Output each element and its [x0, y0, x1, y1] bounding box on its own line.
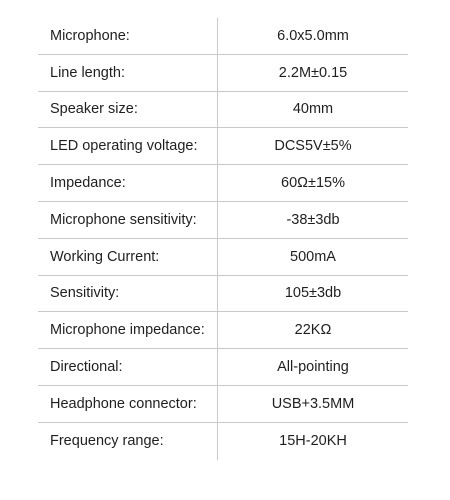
spec-value: 105±3db — [284, 285, 342, 302]
spec-row-line-length — [38, 55, 408, 92]
spec-row-directional — [38, 349, 408, 386]
spec-label: LED operating voltage: — [50, 138, 198, 155]
spec-label: Sensitivity: — [50, 285, 120, 302]
spec-value: All-pointing — [277, 359, 349, 376]
spec-value: 60Ω±15% — [281, 175, 345, 192]
spec-row-mic-impedance — [38, 312, 408, 349]
spec-label: Directional: — [50, 359, 123, 376]
spec-label: Speaker size: — [50, 101, 138, 118]
spec-row-mic-sensitivity — [38, 202, 408, 239]
spec-value: 15H-20KH — [279, 433, 347, 450]
spec-label: Headphone connector: — [50, 395, 197, 412]
spec-value: 6.0x5.0mm — [277, 27, 349, 44]
spec-row-led-voltage — [38, 128, 408, 165]
spec-label: Microphone impedance: — [50, 322, 205, 339]
spec-row-microphone — [38, 18, 408, 55]
spec-label: Microphone: — [50, 27, 130, 44]
spec-row-impedance — [38, 165, 408, 202]
spec-row-frequency-range — [38, 423, 408, 460]
spec-row-working-current — [38, 239, 408, 276]
spec-value: 40mm — [292, 101, 334, 118]
spec-value: 500mA — [290, 248, 336, 265]
spec-label: Frequency range: — [50, 433, 164, 450]
spec-value: 22KΩ — [294, 322, 332, 339]
column-divider — [217, 18, 218, 460]
spec-label: Microphone sensitivity: — [50, 211, 197, 228]
spec-label: Impedance: — [50, 175, 126, 192]
spec-label: Line length: — [50, 64, 125, 81]
spec-row-sensitivity — [38, 276, 408, 313]
spec-row-headphone-connector — [38, 386, 408, 423]
spec-table — [38, 18, 408, 460]
spec-value: DCS5V±5% — [274, 138, 352, 155]
spec-row-speaker-size — [38, 92, 408, 129]
spec-value: 2.2M±0.15 — [278, 64, 348, 81]
spec-value: USB+3.5MM — [271, 395, 355, 412]
spec-label: Working Current: — [50, 248, 160, 265]
spec-value: -38±3db — [286, 211, 340, 228]
